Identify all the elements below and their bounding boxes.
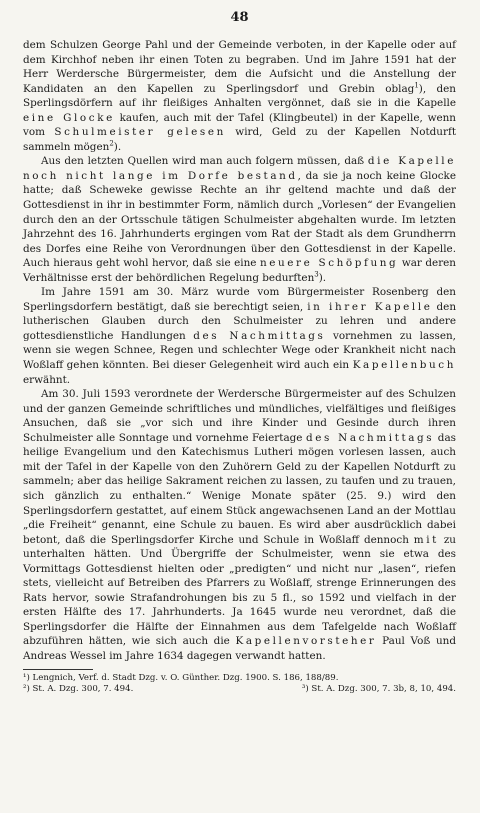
p1-text-a: dem Schulzen George Pahl und der Gemeinde verboten, in der Kapelle oder auf dem Kirchhof neben ihr einen Toten zu begraben. Und im Jahre 1591 hat der Herr Werdersche Bürgermeister, dem die Aufsicht und die Anstellung der Kandidaten an den Kapellen zu Sperlingsdorf und Grebin oblag: [23, 39, 456, 95]
p2-text-b: , da sie ja noch keine Glocke hatte; daß Scheweke gewisse Rechte an ihr geltend machte und daß der Gottesdienst in ihr in bestimmter Form, nämlich durch „Vorlesen“ der Evangelien durch den an der Ortsschule tätigen Schulmeister abgehalten wurde. Im letzten Jahrzehnt des 16. Jahrhunderts ergingen vom Rat der Stadt als dem Grundherrn des Dorfes eine Reihe von Verordnungen über den Gottesdienst in der Kapelle. Auch hieraus geht wohl hervor, daß sie eine: [23, 169, 456, 270]
p4-spaced-1: des Nachmittags: [306, 431, 435, 444]
footnote-row-2-3: [23, 684, 456, 696]
paragraph-4: [23, 387, 456, 663]
p3-text-b: den lutherischen Glauben durch den Schulmeister zu lehren und andere gottesdienstliche Handlungen: [23, 300, 457, 342]
p4-text-c: zu unterhalten hätten. Und Übergriffe der Schulmeister, wenn sie etwa des Vormittags Gottesdienst hielten oder „predigten“ und nicht nur „lasen“, riefen stets, vielleicht auf Betreiben des Pfarrers zu Woßlaff, strenge Erinnerungen des Rats hervor, sowie Strafandrohungen bis zu 5 fl., so 1592 und vielfach in der ersten Hälfte des 17. Jahrhunderts. Ja 1645 wurde neu verordnet, daß die Sperlingsdorfer die Hälfte der Einnahmen aus dem Tafelgelde nach Woßlaff abzuführen hätten, wie sich auch die: [23, 533, 456, 648]
footnotes: [23, 673, 456, 696]
footnote-divider: [23, 669, 93, 670]
p1-spaced-1: eine Glocke: [23, 111, 115, 124]
footnote-3: ³) St. A. Dzg. 300, 7. 3b, 8, 10, 494.: [301, 684, 456, 695]
paragraph-3: [23, 285, 456, 387]
p4-spaced-3: Kapellenvorsteher: [235, 635, 377, 648]
p3-text-a: Im Jahre 1591 am 30. März wurde vom Bürgermeister Rosenberg den Sperlingsdorfern bestätigt, daß sie berechtigt seien,: [23, 286, 456, 313]
footnote-2: ²) St. A. Dzg. 300, 7. 494.: [23, 684, 134, 695]
p4-spaced-2: mit: [413, 533, 439, 546]
paragraph-1: [23, 38, 456, 154]
p1-text-b: ), den Sperlingsdörfern auf ihr fleißiges Anhalten vergönnet, daß sie in die Kapelle: [23, 82, 456, 110]
footnote-ref-3: 3: [314, 270, 319, 279]
p3-spaced-2: des Nachmittags: [193, 329, 326, 342]
footnote-ref-1: 1: [414, 81, 419, 90]
p2-spaced-1: die Kapelle noch nicht lange im Dorfe bestand: [23, 155, 456, 182]
footnote-1: ¹) Lengnich, Verf. d. Stadt Dzg. v. O. Günther. Dzg. 1900. S. 186, 188/89.: [23, 672, 339, 683]
p1-text-d: wird, Geld zu der Kapellen Notdurft sammeln mögen: [23, 126, 456, 153]
p4-text-a: Am 30. Juli 1593 verordnete der Werdersche Bürgermeister auf des Schulzen und der ganzen Gemeinde schriftliches und mündliches, vielfältiges und fleißiges Ansuchen, daß sie „vor sich und ihre Kinder und Gesinde durch ihren Schulmeister alle Sonntage und vornehme Feiertage: [23, 388, 456, 444]
paragraph-2: [23, 154, 456, 285]
p3-text-c: vornehmen zu lassen, wenn sie wegen Schnee, Regen und schlechter Wege oder Krankheit nicht nach Woßlaff gehen könnten. Bei dieser Gelegenheit wird auch ein: [23, 329, 456, 372]
page-number: 48: [230, 10, 249, 25]
p3-text-d: erwähnt.: [23, 373, 71, 386]
p2-text-c: war deren Verhältnisse erst der behördlichen Regelung bedurften: [23, 257, 457, 284]
p3-spaced-3: Kapellenbuch: [352, 359, 456, 372]
p2-text-a: Aus den letzten Quellen wird man auch folgern müssen, daß: [41, 155, 368, 168]
p4-text-d: Paul Voß und Andreas Wessel im Jahre 1634 dagegen verwandt hatten.: [23, 635, 456, 662]
footnote-ref-2: 2: [109, 139, 114, 148]
p2-spaced-2: neuere Schöpfung: [259, 257, 399, 270]
p1-spaced-2: Schulmeister gelesen: [54, 126, 226, 139]
p3-spaced-1: in ihrer Kapelle: [307, 300, 433, 313]
p2-text-d: ).: [318, 271, 327, 284]
p4-text-b: das heilige Evangelium und den Katechismus Lutheri mögen vorlesen lassen, auch mit der Tafel in der Kapelle von den Zuhörern Geld zu der Kapellen Notdurft zu sammeln; aber das heilige Sakrament reichen zu lassen, zu taufen und zu trauen, sich gänzlich zu enthalten.“ Wenige Monate später (25. 9.) wird den Sperlingsdorfern gestattet, auf einem Stück angewachsenen Land an der Mottlau „die Freiheit“ genannt, eine Schule zu bauen. Es wird aber ausdrücklich dabei betont, daß die Sperlingsdorfer Kirche und Schule in Woßlaff dennoch: [23, 431, 456, 546]
main-text: [23, 38, 456, 664]
p1-text-c: kaufen, auch mit der Tafel (Klingbeutel) in der Kapelle, wenn vom: [23, 111, 456, 139]
p1-text-e: ).: [113, 140, 122, 153]
